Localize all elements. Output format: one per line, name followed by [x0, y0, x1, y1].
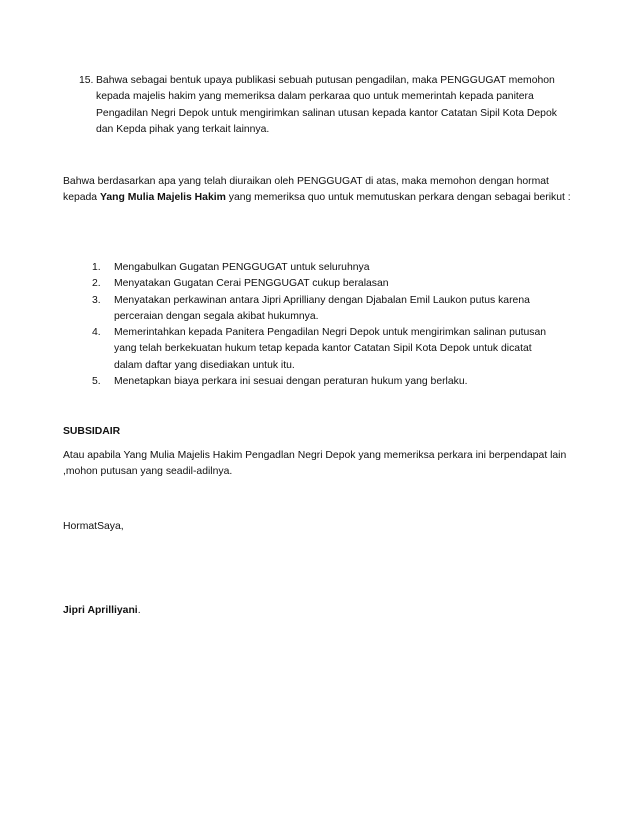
list-item-number: 4.	[92, 327, 101, 339]
intro-text-start: Bahwa berdasarkan apa yang telah diuraikan oleh PENGGUGAT di atas, maka memohon dengan hormat kepada	[63, 176, 549, 204]
list-item	[92, 293, 562, 326]
list-item	[92, 374, 562, 390]
list-item-text: Menetapkan biaya perkara ini sesuai dengan peraturan hukum yang berlaku.	[114, 376, 468, 388]
request-list	[92, 260, 562, 390]
subsidair-paragraph: Atau apabila Yang Mulia Majelis Hakim Pengadlan Negri Depok yang memeriksa perkara ini berpendapat lain ,mohon putusan yang seadil-adilnya.	[63, 450, 567, 478]
signer-name-suffix: .	[137, 605, 141, 616]
list-item	[92, 325, 562, 374]
closing-salutation: HormatSaya,	[63, 521, 124, 532]
list-item-text: Memerintahkan kepada Panitera Pengadilan Negri Depok untuk mengirimkan salinan putusan yang telah berkekuatan hukum tetap kepada kantor Catatan Sipil Kota Depok untuk dicatat dalam daftar yang disediakan untuk itu.	[114, 327, 547, 371]
list-item-number: 2.	[92, 278, 101, 290]
list-item-number: 1.	[92, 262, 101, 273]
intro-bold-text: Yang Mulia Majelis Hakim	[99, 192, 226, 204]
intro-paragraph	[63, 174, 573, 207]
list-item	[92, 276, 562, 292]
paragraph-text: Bahwa sebagai bentuk upaya publikasi sebuah putusan pengadilan, maka PENGGUGAT memohon kepada majelis hakim yang memeriksa dalam perkaraa quo untuk memerintah kepada panitera Pengadilan Negri Depok untuk mengirimkan salinan utusan kepada kantor Catatan Sipil Kota Depok dan Kepda pihak yang terkait lainnya.	[96, 75, 557, 135]
intro-text-end: yang memeriksa quo untuk memutuskan perkara dengan sebagai berikut :	[225, 192, 571, 204]
signature-line	[63, 603, 141, 619]
signer-name: Jipri Aprilliyani	[63, 605, 138, 616]
list-item-text: Mengabulkan Gugatan PENGGUGAT untuk seluruhnya	[114, 262, 370, 273]
list-item-text: Menyatakan perkawinan antara Jipri Aprilliany dengan Djabalan Emil Laukon putus karena perceraian dengan segala akibat hukumnya.	[114, 294, 530, 322]
subsidair-heading: SUBSIDAIR	[63, 426, 121, 437]
list-item-number: 5.	[92, 376, 101, 388]
list-item-number: 3.	[92, 294, 101, 306]
numbered-paragraph-15	[79, 73, 579, 138]
paragraph-number: 15.	[79, 75, 94, 86]
list-item-text: Menyatakan Gugatan Cerai PENGGUGAT cukup beralasan	[114, 278, 389, 290]
list-item	[92, 260, 562, 276]
